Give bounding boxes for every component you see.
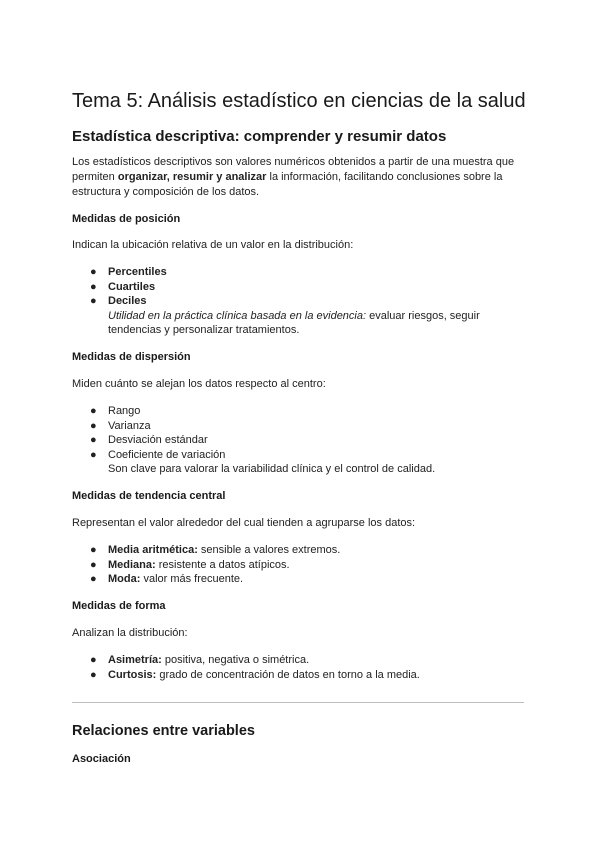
list-item: ● Deciles Utilidad en la práctica clínica basada en la evidencia: evaluar riesgos, seguir tendencias y personalizar tratamientos. xyxy=(90,294,510,338)
dispersion-note: Son clave para valorar la variabilidad clínica y el control de calidad. xyxy=(108,463,436,475)
position-text: Indican la ubicación relativa de un valor en la distribución: xyxy=(72,239,354,251)
list-item: ● Percentiles xyxy=(90,266,167,278)
list-item: ● Media aritmética: sensible a valores extremos. xyxy=(90,544,341,556)
position-list xyxy=(90,265,510,338)
dispersion-list xyxy=(90,404,510,477)
position-note: Utilidad en la práctica clínica basada en la evidencia: evaluar riesgos, seguir tendencias y personalizar tratamientos. xyxy=(108,309,480,336)
shape-text: Analizan la distribución: xyxy=(72,627,188,639)
list-item: ● Asimetría: positiva, negativa o simétrica. xyxy=(90,654,310,666)
intro-paragraph: Los estadísticos descriptivos son valores numéricos obtenidos a partir de una muestra que permiten organizar, resumir y analizar la información, facilitando conclusiones sobre la estructura y composición de los datos. xyxy=(72,156,515,199)
heading-association: Asociación xyxy=(72,753,131,765)
shape-list xyxy=(90,653,510,682)
list-item: ● Coeficiente de variación Son clave para valorar la variabilidad clínica y el control de calidad. xyxy=(90,448,510,477)
list-item: ● Desviación estándar xyxy=(90,434,208,446)
page-title: Tema 5: Análisis estadístico en ciencias de la salud xyxy=(72,90,526,112)
central-tendency-list xyxy=(90,543,510,587)
dispersion-text: Miden cuánto se alejan los datos respecto al centro: xyxy=(72,378,326,390)
list-item: ● Varianza xyxy=(90,419,151,432)
heading-central-tendency: Medidas de tendencia central xyxy=(72,490,226,502)
heading-position: Medidas de posición xyxy=(72,213,181,225)
list-item: ● Mediana: resistente a datos atípicos. xyxy=(90,558,290,571)
heading-dispersion: Medidas de dispersión xyxy=(72,351,191,363)
section-heading-relations: Relaciones entre variables xyxy=(72,723,255,739)
horizontal-divider xyxy=(72,702,524,703)
section-heading-descriptive: Estadística descriptiva: comprender y resumir datos xyxy=(72,128,447,145)
list-item: ● Cuartiles xyxy=(90,280,156,293)
heading-shape: Medidas de forma xyxy=(72,600,166,612)
central-tendency-text: Representan el valor alrededor del cual tienden a agruparse los datos: xyxy=(72,517,416,529)
list-item: ● Curtosis: grado de concentración de datos en torno a la media. xyxy=(90,668,420,681)
list-item: ● Moda: valor más frecuente. xyxy=(90,573,244,585)
list-item: ● Rango xyxy=(90,405,141,417)
